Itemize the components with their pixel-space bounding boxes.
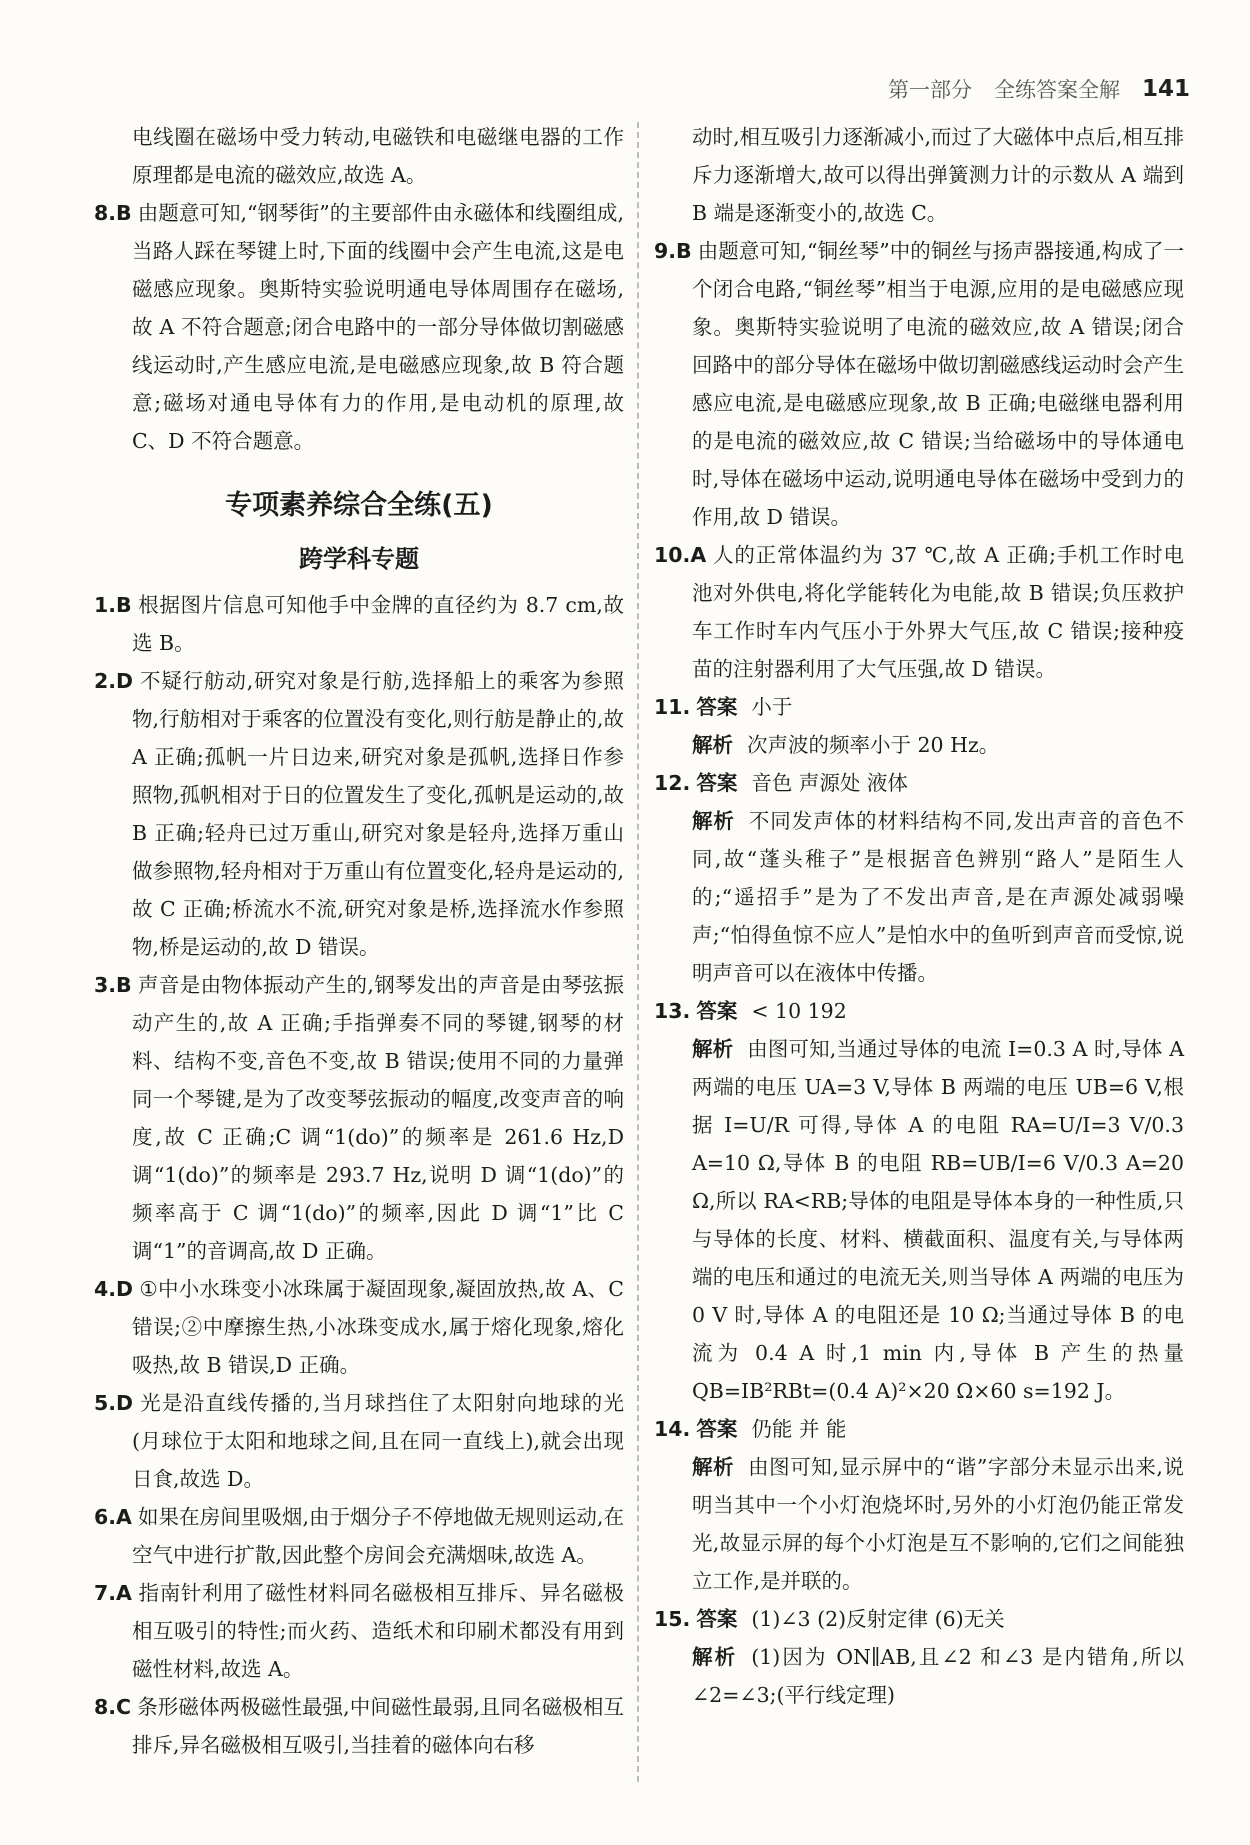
answer-number: 7.A [94,1581,132,1605]
answer-item [94,1498,624,1574]
answer-continuation: 动时,相互吸引力逐渐减小,而过了大磁体中点后,相互排斥力逐渐增大,故可以得出弹簧测力计的示数从 A 端到 B 端是逐渐变小的,故选 C。 [692,125,1184,225]
answer-item [654,1410,1184,1448]
analysis [654,1030,1184,1410]
answer-number: 8.B [94,201,132,225]
answer-number: 10.A [654,543,707,567]
analysis-text: 次声波的频率小于 20 Hz。 [747,733,1000,757]
answer-item [654,1600,1184,1638]
answer-text: 根据图片信息可知他手中金牌的直径约为 8.7 cm,故选 B。 [132,593,624,655]
analysis-label: 解析 [692,1455,735,1479]
answer-label: 答案 [696,999,738,1023]
answer-text: 条形磁体两极磁性最强,中间磁性最弱,且同名磁极相互排斥,异名磁极相互吸引,当挂着的磁体向右移 [132,1695,624,1757]
answer-text: 光是沿直线传播的,当月球挡住了太阳射向地球的光(月球位于太阳和地球之间,且在同一直线上),就会出现日食,故选 D。 [132,1391,624,1491]
answer-number: 9.B [654,239,692,263]
header-title: 全练答案全解 [993,78,1120,102]
left-column [94,118,624,1764]
column-divider [637,122,639,1782]
page-header [888,74,1190,104]
header-section: 第一部分 [887,78,972,102]
analysis [654,1638,1184,1714]
answer-number: 4.D [94,1277,134,1301]
answer-text: 不疑行舫动,研究对象是行舫,选择船上的乘客为参照物,行舫相对于乘客的位置没有变化,则行舫是静止的,故 A 正确;孤帆一片日边来,研究对象是孤帆,选择日作参照物,孤帆相对于日的位置发生了变化,孤帆是运动的,故 B 正确;轻舟已过万重山,研究对象是轻舟,选择万重山做参照物,轻舟相对于万重山有位置变化,轻舟是运动的,故 C 正确;桥流水不流,研究对象是桥,选择流水作参照物,桥是运动的,故 D 错误。 [132,669,624,959]
answer-item [654,764,1184,802]
answer-item [94,586,624,662]
analysis-label: 解析 [692,733,733,757]
subsection-title: 跨学科专题 [299,545,419,573]
analysis [654,802,1184,992]
analysis [654,726,1184,764]
answer-value: 小于 [751,695,793,719]
answer-label: 答案 [696,1417,738,1441]
answer-item [94,1574,624,1688]
answer-number: 14. [654,1417,691,1441]
analysis-text: 不同发声体的材料结构不同,发出声音的音色不同,故“蓬头稚子”是根据音色辨别“路人”是陌生人的;“遥招手”是为了不发出声音,是在声源处减弱噪声;“怕得鱼惊不应人”是怕水中的鱼听到声音而受惊,说明声音可以在液体中传播。 [692,809,1185,985]
analysis-text: 由图可知,当通过导体的电流 I=0.3 A 时,导体 A 两端的电压 UA=3 V,导体 B 两端的电压 UB=6 V,根据 I=U/R 可得,导体 A 的电阻 RA=U/I=3 V/0.3 A=10 Ω,导体 B 的电阻 RB=UB/I=6 V/0.3 A=20 Ω,所以 RA<RB;导体的电阻是导体本身的一种性质,只与导体的长度、材料、横截面积、温度有关,与导体两端的电压和通过的电流无关,则当导体 A 两端的电压为 0 V 时,导体 A 的电阻还是 10 Ω;当通过导体 B 的电流为 0.4 A 时,1 min 内,导体 B 产生的热量 QB=IB²RBt=(0.4 A)²×20 Ω×60 s=192 J。 [692,1037,1185,1403]
answer-text: 由题意可知,“铜丝琴”中的铜丝与扬声器接通,构成了一个闭合电路,“铜丝琴”相当于电源,应用的是电磁感应现象。奥斯特实验说明了电流的磁效应,故 A 错误;闭合回路中的部分导体在磁场中做切割磁感线运动时会产生感应电流,是电磁感应现象,故 B 正确;电磁继电器利用的是电流的磁效应,故 C 错误;当给磁场中的导体通电时,导体在磁场中运动,说明通电导体在磁场中受到力的作用,故 D 错误。 [692,239,1184,529]
analysis-text: 由图可知,显示屏中的“谐”字部分未显示出来,说明当其中一个小灯泡烧坏时,另外的小灯泡仍能正常发光,故显示屏的每个小灯泡是互不影响的,它们之间能独立工作,是并联的。 [692,1455,1184,1593]
answer-value: < 10 192 [751,999,847,1023]
answer-number: 5.D [94,1391,134,1415]
answer-item [94,1384,624,1498]
answer-label: 答案 [696,695,738,719]
answer-item [654,688,1184,726]
answer-number: 6.A [94,1505,132,1529]
answer-item [94,966,624,1270]
answer-item [654,536,1184,688]
answer-item [94,1270,624,1384]
answer-number: 3.B [94,973,132,997]
answer-number: 12. [654,771,691,795]
analysis [654,1448,1184,1600]
answer-item [94,662,624,966]
answer-number: 11. [654,695,691,719]
analysis-label: 解析 [692,809,735,833]
answer-item [654,232,1184,536]
answer-item [94,194,624,460]
answer-label: 答案 [696,771,738,795]
answer-item [94,1688,624,1764]
section-title: 专项素养综合全练(五) [225,490,493,521]
page-number: 141 [1141,76,1190,102]
answer-continuation: 电线圈在磁场中受力转动,电磁铁和电磁继电器的工作原理都是电流的磁效应,故选 A。 [132,125,624,187]
answer-text: 如果在房间里吸烟,由于烟分子不停地做无规则运动,在空气中进行扩散,因此整个房间会充满烟味,故选 A。 [132,1505,624,1567]
answer-text: 声音是由物体振动产生的,钢琴发出的声音是由琴弦振动产生的,故 A 正确;手指弹奏不同的琴键,钢琴的材料、结构不变,音色不变,故 B 错误;使用不同的力量弹同一个琴键,是为了改变琴弦振动的幅度,改变声音的响度,故 C 正确;C 调“1(do)”的频率是 261.6 Hz,D 调“1(do)”的频率是 293.7 Hz,说明 D 调“1(do)”的频率高于 C 调“1(do)”的频率,因此 D 调“1”比 C 调“1”的音调高,故 D 正确。 [132,973,624,1263]
answer-item [654,992,1184,1030]
answer-text: 由题意可知,“钢琴街”的主要部件由永磁体和线圈组成,当路人踩在琴键上时,下面的线圈中会产生电流,这是电磁感应现象。奥斯特实验说明通电导体周围存在磁场,故 A 不符合题意;闭合电路中的一部分导体做切割磁感线运动时,产生感应电流,是电磁感应现象,故 B 符合题意;磁场对通电导体有力的作用,是电动机的原理,故 C、D 不符合题意。 [132,201,624,453]
answer-text: ①中小水珠变小冰珠属于凝固现象,凝固放热,故 A、C 错误;②中摩擦生热,小冰珠变成水,属于熔化现象,熔化吸热,故 B 错误,D 正确。 [132,1277,624,1377]
answer-text: 人的正常体温约为 37 ℃,故 A 正确;手机工作时电池对外供电,将化学能转化为电能,故 B 错误;负压救护车工作时车内气压小于外界大气压,故 C 错误;接种疫苗的注射器利用了大气压强,故 D 错误。 [692,543,1184,681]
right-column [654,118,1184,1714]
answer-value: 仍能 并 能 [751,1417,847,1441]
answer-label: 答案 [696,1607,738,1631]
analysis-text: (1)因为 ON∥AB,且∠2 和∠3 是内错角,所以∠2=∠3;(平行线定理) [692,1645,1184,1707]
answer-number: 2.D [94,669,134,693]
analysis-label: 解析 [692,1645,738,1669]
answer-value: 音色 声源处 液体 [751,771,908,795]
answer-number: 1.B [94,593,132,617]
answer-number: 15. [654,1607,691,1631]
answer-text: 指南针利用了磁性材料同名磁极相互排斥、异名磁极相互吸引的特性;而火药、造纸术和印刷术都没有用到磁性材料,故选 A。 [132,1581,624,1681]
answer-number: 8.C [94,1695,132,1719]
answer-value: (1)∠3 (2)反射定律 (6)无关 [751,1607,1005,1631]
answer-number: 13. [654,999,691,1023]
analysis-label: 解析 [692,1037,734,1061]
